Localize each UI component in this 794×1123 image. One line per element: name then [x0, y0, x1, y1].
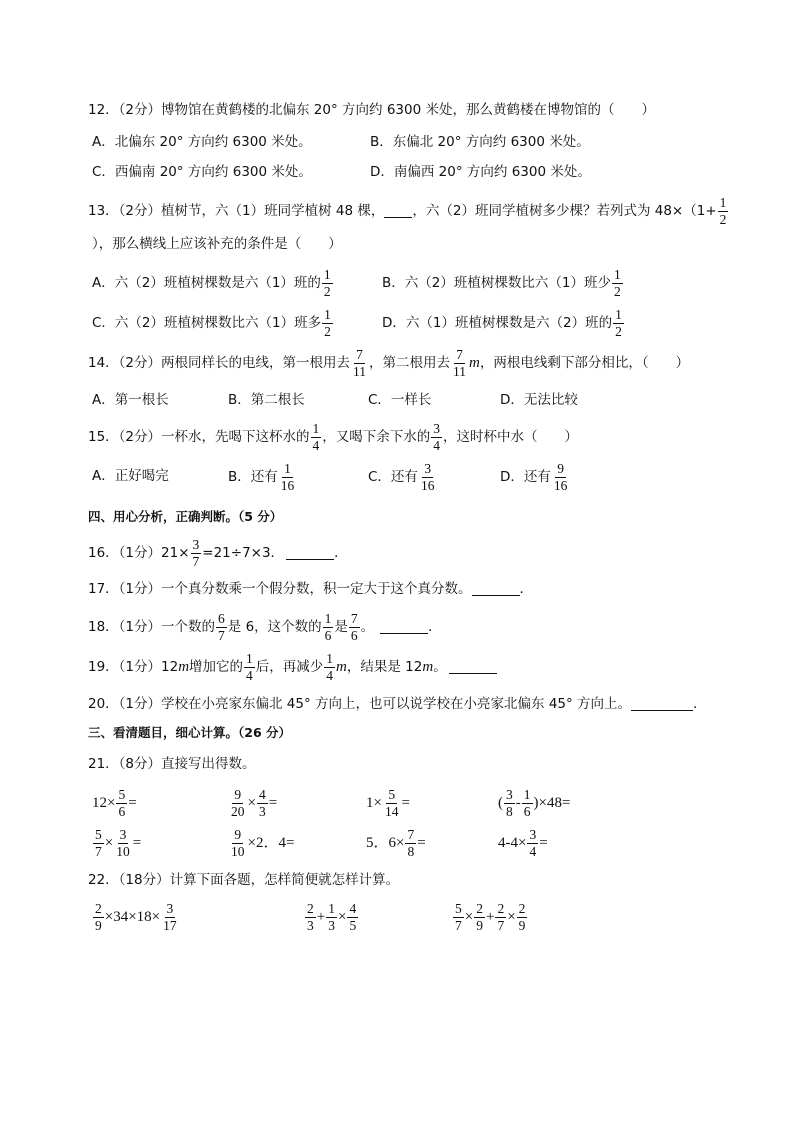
- q20-answer-blank[interactable]: [631, 698, 693, 711]
- fraction: $\frac{4}{5}$: [349, 901, 357, 934]
- q14-stem: 14．（2分）两根同样长的电线，第一根用去 $\frac{7}{11}$ ，第二根用去 $\frac{7}{11}$ m ，两根电线剩下部分相比，（ ）: [88, 347, 690, 380]
- section-heading-judgement: 四、用心分析，正确判断。（5 分）: [88, 509, 283, 524]
- q12-stem: 12．（2分）博物馆在黄鹤楼的北偏东 20° 方向约 6300 米处，那么黄鹤楼在博物馆的（ ）: [88, 102, 655, 118]
- fraction: $\frac{2}{9}$: [95, 901, 102, 934]
- fraction: $\frac{7}{8}$: [407, 827, 415, 860]
- q19: 19．（1分）12 m 增加它的 $\frac{1}{4}$ 后，再减少 $\frac{1}{4}$ m ，结果是 12 m 。: [88, 652, 497, 683]
- q21-expr-4: ( $\frac{3}{8}$ - $\frac{1}{6}$ )×48=: [498, 787, 571, 820]
- fraction: $\frac{7}{6}$: [350, 611, 358, 644]
- fraction: $\frac{5}{6}$: [118, 787, 126, 820]
- fraction: $\frac{5}{7}$: [455, 901, 462, 934]
- fraction: $\frac{1}{2}$: [323, 267, 331, 300]
- q15-option-d[interactable]: D．还有 $\frac{9}{16}$: [500, 461, 568, 494]
- q14-option-d[interactable]: D．无法比较: [500, 392, 578, 408]
- fraction: $\frac{9}{10}$: [231, 827, 245, 860]
- fraction: $\frac{5}{14}$: [384, 787, 399, 820]
- q21-expr-3: 1× $\frac{5}{14}$ =: [366, 787, 410, 820]
- q14-option-b[interactable]: B．第二根长: [228, 392, 305, 408]
- fraction: $\frac{3}{8}$: [506, 787, 513, 820]
- q12-option-d[interactable]: D．南偏西 20° 方向约 6300 米处。: [370, 164, 591, 180]
- q13-option-a[interactable]: A．六（2）班植树棵数是六（1）班的 $\frac{1}{2}$: [92, 267, 331, 300]
- fraction: $\frac{7}{11}$: [353, 347, 367, 380]
- q14-option-c[interactable]: C．一样长: [368, 392, 432, 408]
- fraction: $\frac{4}{3}$: [258, 787, 266, 820]
- q21-expr-8: 4-4× $\frac{3}{4}$ =: [498, 827, 548, 860]
- fraction: $\frac{3}{16}$: [420, 461, 435, 494]
- fraction: $\frac{1}{6}$: [324, 611, 332, 644]
- fraction: $\frac{3}{4}$: [433, 421, 441, 454]
- fraction: $\frac{1}{2}$: [719, 195, 727, 228]
- q12-option-c[interactable]: C．西偏南 20° 方向约 6300 米处。: [92, 164, 312, 180]
- q18-answer-blank[interactable]: [380, 621, 428, 634]
- q21-expr-1: 12× $\frac{5}{6}$ =: [92, 787, 137, 820]
- fraction: $\frac{5}{7}$: [95, 827, 102, 860]
- q17: 17．（1分）一个真分数乘一个假分数，积一定大于这个真分数。 ．: [88, 581, 534, 597]
- q14-option-a[interactable]: A．第一根长: [92, 392, 169, 408]
- fraction: $\frac{9}{16}$: [553, 461, 568, 494]
- section-heading-calculation: 三、看清题目，细心计算。（26 分）: [88, 725, 291, 740]
- fraction: $\frac{3}{4}$: [529, 827, 537, 860]
- q22-expr-3: $\frac{5}{7}$ × $\frac{2}{9}$ + $\frac{2}{7}$ × $\frac{2}{9}$: [455, 901, 526, 934]
- fraction: $\frac{1}{4}$: [312, 421, 320, 454]
- q21-expr-7: 5．6× $\frac{7}{8}$ =: [366, 827, 426, 860]
- q13-stem: 13．（2分）植树节，六（1）班同学植树 48 棵， ，六（2）班同学植树多少棵？若列式为 48×（1+ $\frac{1}{2}$: [88, 195, 727, 228]
- q15-option-c[interactable]: C．还有 $\frac{3}{16}$: [368, 461, 435, 494]
- q15-option-b[interactable]: B．还有 $\frac{1}{16}$: [228, 461, 295, 494]
- q13-stem-continued: ），那么横线上应该补充的条件是（ ）: [92, 236, 342, 252]
- q18: 18．（1分）一个数的 $\frac{6}{7}$ 是 6，这个数的 $\frac{1}{6}$ 是 $\frac{7}{6}$ 。 ．: [88, 611, 442, 644]
- q21-expr-5: $\frac{5}{7}$ × $\frac{3}{10}$ =: [95, 827, 142, 860]
- q13-option-b[interactable]: B．六（2）班植树棵数比六（1）班少 $\frac{1}{2}$: [382, 267, 621, 300]
- q16-answer-blank[interactable]: [286, 547, 334, 560]
- fraction: $\frac{1}{16}$: [280, 461, 295, 494]
- q13-option-d[interactable]: D．六（1）班植树棵数是六（2）班的 $\frac{1}{2}$: [382, 307, 622, 340]
- fraction: $\frac{3}{17}$: [163, 901, 177, 934]
- q21-expr-2: $\frac{9}{20}$ × $\frac{4}{3}$ =: [231, 787, 278, 820]
- q13-answer-blank[interactable]: [384, 205, 412, 218]
- fraction: $\frac{9}{20}$: [231, 787, 245, 820]
- fraction: $\frac{3}{7}$: [192, 537, 200, 570]
- fraction: $\frac{6}{7}$: [218, 611, 225, 644]
- q20: 20．（1分）学校在小亮家东偏北 45° 方向上，也可以说学校在小亮家北偏东 45° 方向上。 ．: [88, 696, 707, 712]
- fraction: $\frac{1}{2}$: [613, 267, 621, 300]
- fraction: $\frac{3}{10}$: [116, 827, 130, 860]
- q22-title: 22．（18分）计算下面各题，怎样简便就怎样计算。: [88, 872, 400, 888]
- q16: 16．（1分）21× $\frac{3}{7}$ =21÷7×3． ．: [88, 537, 348, 570]
- q17-answer-blank[interactable]: [472, 583, 520, 596]
- q21-title: 21．（8分）直接写出得数。: [88, 756, 256, 772]
- fraction: $\frac{7}{11}$: [453, 347, 467, 380]
- fraction: $\frac{1}{6}$: [523, 787, 531, 820]
- fraction: $\frac{1}{4}$: [246, 651, 253, 684]
- q12-option-b[interactable]: B．东偏北 20° 方向约 6300 米处。: [370, 134, 590, 150]
- q12-option-a[interactable]: A．北偏东 20° 方向约 6300 米处。: [92, 134, 312, 150]
- q15-option-a[interactable]: A．正好喝完: [92, 468, 169, 484]
- fraction: $\frac{1}{2}$: [324, 307, 331, 340]
- fraction: $\frac{2}{9}$: [518, 901, 526, 934]
- fraction: $\frac{2}{7}$: [497, 901, 505, 934]
- q15-stem: 15．（2分）一杯水，先喝下这杯水的 $\frac{1}{4}$ ，又喝下余下水的 $\frac{3}{4}$ ，这时杯中水（ ）: [88, 421, 579, 454]
- fraction: $\frac{1}{3}$: [328, 901, 335, 934]
- q19-answer-blank[interactable]: [449, 661, 497, 674]
- fraction: $\frac{1}{4}$: [326, 651, 334, 684]
- fraction: $\frac{1}{2}$: [615, 307, 622, 340]
- q22-expr-1: $\frac{2}{9}$ ×34×18× $\frac{3}{17}$: [95, 901, 177, 934]
- fraction: $\frac{2}{3}$: [307, 901, 314, 934]
- fraction: $\frac{2}{9}$: [476, 901, 483, 934]
- q21-expr-6: $\frac{9}{10}$ ×2．4=: [231, 827, 295, 860]
- q22-expr-2: $\frac{2}{3}$ + $\frac{1}{3}$ × $\frac{4}{5}$: [307, 901, 357, 934]
- q13-option-c[interactable]: C．六（2）班植树棵数比六（1）班多 $\frac{1}{2}$: [92, 307, 331, 340]
